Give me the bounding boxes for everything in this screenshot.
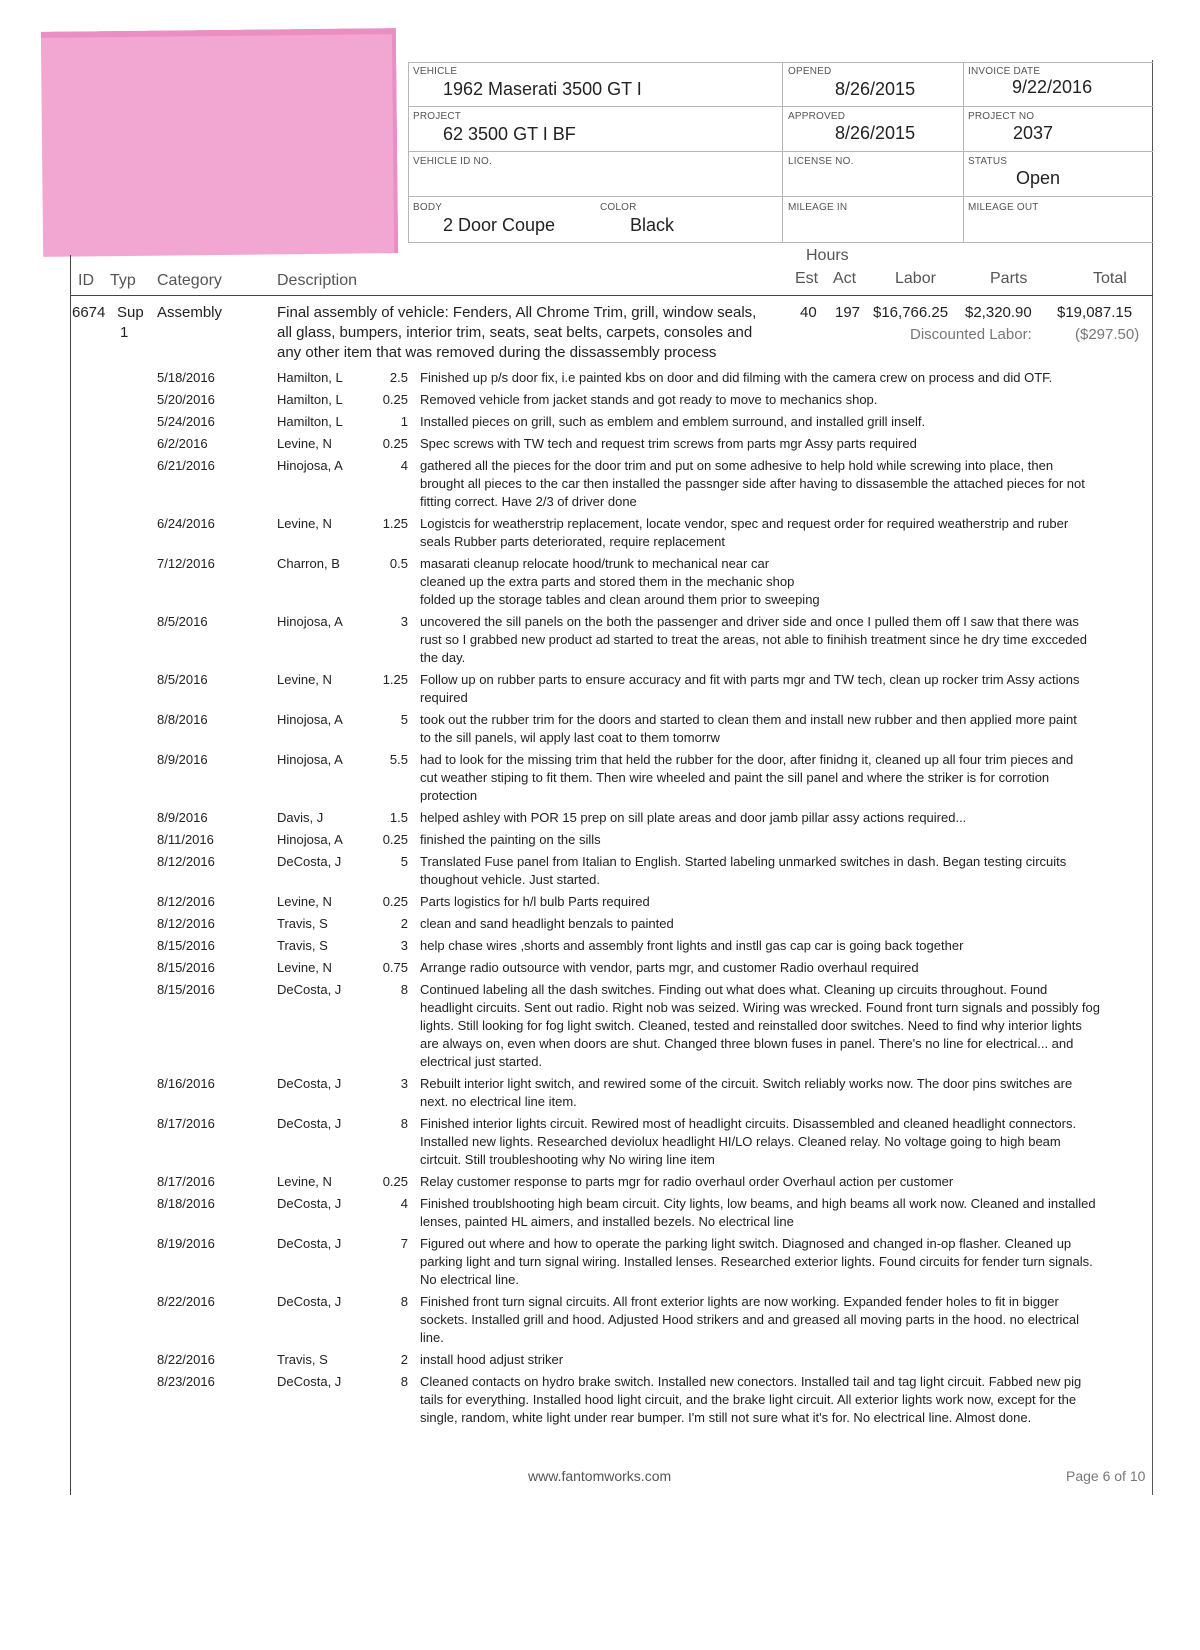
license-label: LICENSE NO. — [788, 156, 854, 167]
entry-technician: Travis, S — [277, 1352, 328, 1367]
approved-value: 8/26/2015 — [835, 123, 916, 143]
entry-date: 6/21/2016 — [157, 458, 215, 473]
entry-hours: 8 — [400, 1294, 408, 1309]
entry-date: 8/5/2016 — [157, 614, 208, 629]
entry-description-line: Finished up p/s door fix, i.e painted kbs on door and did filming with the camera crew on process and did OTF. — [420, 370, 1053, 385]
entry-description-line: helped ashley with POR 15 prep on sill plate areas and door jamb pillar assy actions required... — [420, 810, 967, 825]
col-description: Description — [277, 272, 358, 289]
entry-description-line: Parts logistics for h/l bulb Parts required — [420, 894, 650, 909]
entry-description-line: Rebuilt interior light switch, and rewired some of the circuit. Switch reliably works now. The door pins switches are — [420, 1076, 1073, 1091]
entry-technician: DeCosta, J — [277, 1236, 342, 1251]
entry-description-line: are always on, even when doors are shut. Changed three blown fuses in panel. There's no line for electrical... and — [420, 1036, 1074, 1051]
entry-hours: 0.25 — [382, 436, 408, 451]
entry-description-line: line. — [420, 1330, 444, 1345]
entry-description-line: uncovered the sill panels on the both the passenger and driver side and once I pulled them off I saw that there was — [420, 614, 1079, 629]
job-description-line: all glass, bumpers, interior trim, seats, seat belts, carpets, consoles and — [277, 324, 753, 341]
entry-technician: Hinojosa, A — [277, 712, 343, 727]
entry-date: 8/8/2016 — [157, 712, 208, 727]
project-no-label: PROJECT NO — [968, 111, 1035, 122]
entry-technician: Levine, N — [277, 516, 332, 531]
mileage-in-label: MILEAGE IN — [788, 202, 848, 213]
job-labor: $16,766.25 — [873, 304, 949, 321]
status-value: Open — [1016, 168, 1061, 188]
discount-value: ($297.50) — [1075, 326, 1140, 343]
entry-date: 8/22/2016 — [157, 1352, 215, 1367]
entry-technician: Hamilton, L — [277, 370, 343, 385]
entry-description-line: the day. — [420, 650, 466, 665]
entry-date: 8/12/2016 — [157, 854, 215, 869]
entry-hours: 0.25 — [382, 832, 408, 847]
entry-description-line: lenses, painted HL aimers, and installed bezels. No electrical line — [420, 1214, 794, 1229]
project-label: PROJECT — [413, 111, 462, 122]
col-category: Category — [157, 272, 222, 289]
entry-technician: DeCosta, J — [277, 1374, 342, 1389]
entry-description-line: headlight circuits. Sent out radio. Right nob was seized. Wiring was wrecked. Found front turn signals and possibly fog — [420, 1000, 1100, 1015]
entry-description-line: rust so I grabbed new product ad started to treat the areas, not able to finihish treatment since he dry time excceded — [420, 632, 1087, 647]
entry-hours: 5 — [400, 854, 408, 869]
entry-hours: 3 — [400, 938, 408, 953]
entry-technician: DeCosta, J — [277, 1116, 342, 1131]
entry-description-line: lights. Still looking for fog light switch. Cleaned, tested and reinstalled door switches. Need to find why interior lights — [420, 1018, 1082, 1033]
entry-date: 8/9/2016 — [157, 810, 208, 825]
entry-description-line: electrical just started. — [420, 1054, 543, 1069]
entry-description-line: Spec screws with TW tech and request trim screws from parts mgr Assy parts required — [420, 436, 917, 451]
entry-technician: Levine, N — [277, 894, 332, 909]
entry-hours: 0.5 — [389, 556, 408, 571]
entry-technician: DeCosta, J — [277, 982, 342, 997]
entry-hours: 2 — [400, 916, 408, 931]
entry-date: 8/12/2016 — [157, 894, 215, 909]
entry-date: 8/12/2016 — [157, 916, 215, 931]
entry-hours: 8 — [400, 1374, 408, 1389]
footer-website: www.fantomworks.com — [528, 1468, 672, 1484]
entry-description-line: help chase wires ,shorts and assembly front lights and instll gas cap car is going back together — [420, 938, 964, 953]
entry-technician: Hamilton, L — [277, 392, 343, 407]
job-typ: Sup — [117, 304, 144, 321]
entry-hours: 5 — [400, 712, 408, 727]
mileage-out-label: MILEAGE OUT — [968, 202, 1039, 213]
entry-description-line: seals Rubber parts deteriorated, require replacement — [420, 534, 725, 549]
entry-description-line: cleaned up the extra parts and stored them in the mechanic shop — [420, 574, 795, 589]
entry-description-line: gathered all the pieces for the door trim and put on some adhesive to help hold while screwing into place, then — [420, 458, 1054, 473]
entry-technician: Levine, N — [277, 960, 332, 975]
entry-date: 8/16/2016 — [157, 1076, 215, 1091]
entry-description-line: cut weather stiping to fit them. Then wire wheeled and paint the sill panel and where the striker is for corrotion — [420, 770, 1050, 785]
entry-date: 7/12/2016 — [157, 556, 215, 571]
entry-date: 8/18/2016 — [157, 1196, 215, 1211]
job-description-line: any other item that was removed during the dissassembly process — [277, 344, 717, 361]
color-label: COLOR — [600, 202, 637, 213]
col-act: Act — [833, 270, 857, 287]
job-typ-2: 1 — [120, 324, 129, 341]
job-est: 40 — [800, 304, 817, 321]
entry-description-line: Finished front turn signal circuits. All front exterior lights are now working. Expanded fender holes to fit in bigger — [420, 1294, 1059, 1309]
entry-description-line: finished the painting on the sills — [420, 832, 601, 847]
col-est: Est — [795, 270, 819, 287]
invoice-date-value: 9/22/2016 — [1012, 77, 1093, 97]
entry-date: 8/11/2016 — [157, 832, 214, 847]
project-no-value: 2037 — [1013, 123, 1054, 143]
footer-page-number: Page 6 of 10 — [1066, 1468, 1146, 1484]
entry-hours: 0.75 — [382, 960, 408, 975]
entry-description-line: thoughout vehicle. Just started. — [420, 872, 600, 887]
project-value: 62 3500 GT I BF — [443, 124, 576, 144]
entry-date: 8/15/2016 — [157, 938, 215, 953]
entry-date: 6/2/2016 — [157, 436, 208, 451]
entry-technician: Levine, N — [277, 1174, 332, 1189]
entry-hours: 0.25 — [382, 1174, 408, 1189]
entry-date: 5/24/2016 — [157, 414, 215, 429]
page-frame-right — [1152, 60, 1153, 1495]
entry-hours: 2.5 — [389, 370, 408, 385]
col-labor: Labor — [895, 270, 936, 287]
entry-description-line: Removed vehicle from jacket stands and got ready to move to mechanics shop. — [420, 392, 878, 407]
entry-date: 6/24/2016 — [157, 516, 215, 531]
job-parts: $2,320.90 — [965, 304, 1032, 321]
entry-description-line: fitting correct. Have 2/3 of driver done — [420, 494, 637, 509]
entry-hours: 3 — [400, 1076, 408, 1091]
vehicle-value: 1962 Maserati 3500 GT I — [443, 79, 642, 99]
entry-hours: 4 — [400, 1196, 408, 1211]
job-id: 6674 — [72, 304, 106, 321]
entry-description-line: Installed pieces on grill, such as emblem and emblem surround, and installed grill inself. — [420, 414, 926, 429]
entry-hours: 7 — [400, 1236, 408, 1251]
entry-description-line: Finished interior lights circuit. Rewired most of headlight circuits. Disassembled and cleaned headlight connectors. — [420, 1116, 1077, 1131]
entry-description-line: Figured out where and how to operate the parking light switch. Diagnosed and changed in-op flasher. Cleaned up — [420, 1236, 1072, 1251]
entry-date: 8/15/2016 — [157, 982, 215, 997]
entry-technician: DeCosta, J — [277, 1196, 342, 1211]
entry-date: 5/18/2016 — [157, 370, 215, 385]
entry-description-line: single, random, white light under rear bumper. I'm still not sure what it's for. No electrical line. Almost done. — [420, 1410, 1032, 1425]
entry-hours: 2 — [400, 1352, 408, 1367]
color-value: Black — [630, 215, 675, 235]
invoice-date-label: INVOICE DATE — [968, 66, 1041, 77]
entry-technician: DeCosta, J — [277, 854, 342, 869]
entry-description-line: clean and sand headlight benzals to painted — [420, 916, 674, 931]
entry-technician: Hinojosa, A — [277, 458, 343, 473]
entry-description-line: had to look for the missing trim that held the rubber for the door, after finidng it, cleaned up all four trim pieces and — [420, 752, 1074, 767]
entry-technician: Travis, S — [277, 916, 328, 931]
discount-label: Discounted Labor: — [910, 326, 1032, 343]
entry-hours: 0.25 — [382, 392, 408, 407]
entry-description-line: Continued labeling all the dash switches. Finding out what does what. Cleaning up circuits throughout. Found — [420, 982, 1048, 997]
entry-technician: Davis, J — [277, 810, 324, 825]
entry-description-line: took out the rubber trim for the doors and started to clean them and install new rubber and then applied more paint — [420, 712, 1077, 727]
entry-technician: Hinojosa, A — [277, 752, 343, 767]
entry-description-line: cirtcuit. Still troubleshooting why No wiring line item — [420, 1152, 715, 1167]
entry-technician: Charron, B — [277, 556, 340, 571]
entry-hours: 0.25 — [382, 894, 408, 909]
entry-description-line: Translated Fuse panel from Italian to English. Started labeling unmarked switches in dash. Began testing circuits — [420, 854, 1067, 869]
entry-hours: 1.25 — [382, 672, 408, 687]
opened-value: 8/26/2015 — [835, 79, 916, 99]
vehicle-id-label: VEHICLE ID NO. — [413, 156, 492, 167]
entry-date: 8/23/2016 — [157, 1374, 215, 1389]
col-typ: Typ — [110, 272, 136, 289]
col-id: ID — [78, 272, 94, 289]
entry-description-line: No electrical line. — [420, 1272, 519, 1287]
entry-description-line: Finished troublshooting high beam circuit. City lights, low beams, and high beams all work now. Cleaned and installed — [420, 1196, 1096, 1211]
opened-label: OPENED — [788, 66, 832, 77]
redaction-sticky-note — [41, 28, 398, 257]
entry-hours: 8 — [400, 1116, 408, 1131]
entry-description-line: sockets. Installed grill and hood. Adjusted Hood strikers and and greased all moving parts in the hood. no electrical — [420, 1312, 1080, 1327]
job-description-line: Final assembly of vehicle: Fenders, All Chrome Trim, grill, window seals, — [277, 304, 757, 321]
entry-description-line: next. no electrical line item. — [420, 1094, 577, 1109]
entry-technician: Hinojosa, A — [277, 832, 343, 847]
body-value: 2 Door Coupe — [443, 215, 556, 235]
body-label: BODY — [413, 202, 443, 213]
entry-description-line: brought all pieces to the car then installed the passnger side after having to dissasemble the attached pieces for not — [420, 476, 1085, 491]
job-category: Assembly — [157, 304, 223, 321]
entry-date: 8/17/2016 — [157, 1116, 215, 1131]
col-parts: Parts — [990, 270, 1028, 287]
entry-description-line: folded up the storage tables and clean around them prior to sweeping — [420, 592, 820, 607]
page-frame-left — [70, 255, 71, 1495]
entry-description-line: Logistcis for weatherstrip replacement, locate vendor, spec and request order for required weatherstrip and ruber — [420, 516, 1069, 531]
entry-date: 8/9/2016 — [157, 752, 208, 767]
col-hours: Hours — [806, 247, 849, 264]
entry-hours: 4 — [400, 458, 408, 473]
entry-date: 8/17/2016 — [157, 1174, 215, 1189]
entry-hours: 8 — [400, 982, 408, 997]
entry-technician: DeCosta, J — [277, 1294, 342, 1309]
approved-label: APPROVED — [788, 111, 846, 122]
entry-hours: 1.5 — [389, 810, 408, 825]
entry-description-line: Cleaned contacts on hydro brake switch. Installed new conectors. Installed tail and tag light circuit. Fabbed new pig — [420, 1374, 1082, 1389]
vehicle-label: VEHICLE — [413, 66, 458, 77]
entry-hours: 5.5 — [389, 752, 408, 767]
entry-description-line: Installed new lights. Researched deviolux headlight HI/LO relays. Cleaned relay. No voltage going to high beam — [420, 1134, 1061, 1149]
entry-hours: 1.25 — [382, 516, 408, 531]
entry-technician: Hamilton, L — [277, 414, 343, 429]
entry-description-line: masarati cleanup relocate hood/trunk to mechanical near car — [420, 556, 770, 571]
entry-description-line: to the sill panels, wil apply last coat to them tomorrw — [420, 730, 720, 745]
entry-technician: Travis, S — [277, 938, 328, 953]
entry-technician: Levine, N — [277, 436, 332, 451]
job-act: 197 — [835, 304, 861, 321]
entry-date: 8/22/2016 — [157, 1294, 215, 1309]
status-label: STATUS — [968, 156, 1008, 167]
entry-technician: Levine, N — [277, 672, 332, 687]
entry-description-line: Arrange radio outsource with vendor, parts mgr, and customer Radio overhaul required — [420, 960, 919, 975]
entry-date: 8/5/2016 — [157, 672, 208, 687]
entry-technician: Hinojosa, A — [277, 614, 343, 629]
entry-description-line: install hood adjust striker — [420, 1352, 564, 1367]
entry-description-line: protection — [420, 788, 478, 803]
entry-description-line: parking light and turn signal wiring. Installed lenses. Researched exterior lights. Found circuits for fender turn signals. — [420, 1254, 1093, 1269]
entry-hours: 3 — [400, 614, 408, 629]
job-total: $19,087.15 — [1057, 304, 1133, 321]
entry-date: 5/20/2016 — [157, 392, 215, 407]
entry-date: 8/15/2016 — [157, 960, 215, 975]
entry-description-line: Relay customer response to parts mgr for radio overhaul order Overhaul action per customer — [420, 1174, 954, 1189]
col-total: Total — [1093, 270, 1127, 287]
entry-description-line: Follow up on rubber parts to ensure accuracy and fit with parts mgr and TW tech, clean up rocker trim Assy actions — [420, 672, 1080, 687]
entry-date: 8/19/2016 — [157, 1236, 215, 1251]
entry-hours: 1 — [400, 414, 408, 429]
entry-description-line: required — [420, 690, 468, 705]
entry-description-line: tails for everything. Installed hood light circuit, and the brake light circuit. All exterior lights work now, except for the — [420, 1392, 1077, 1407]
entry-technician: DeCosta, J — [277, 1076, 342, 1091]
